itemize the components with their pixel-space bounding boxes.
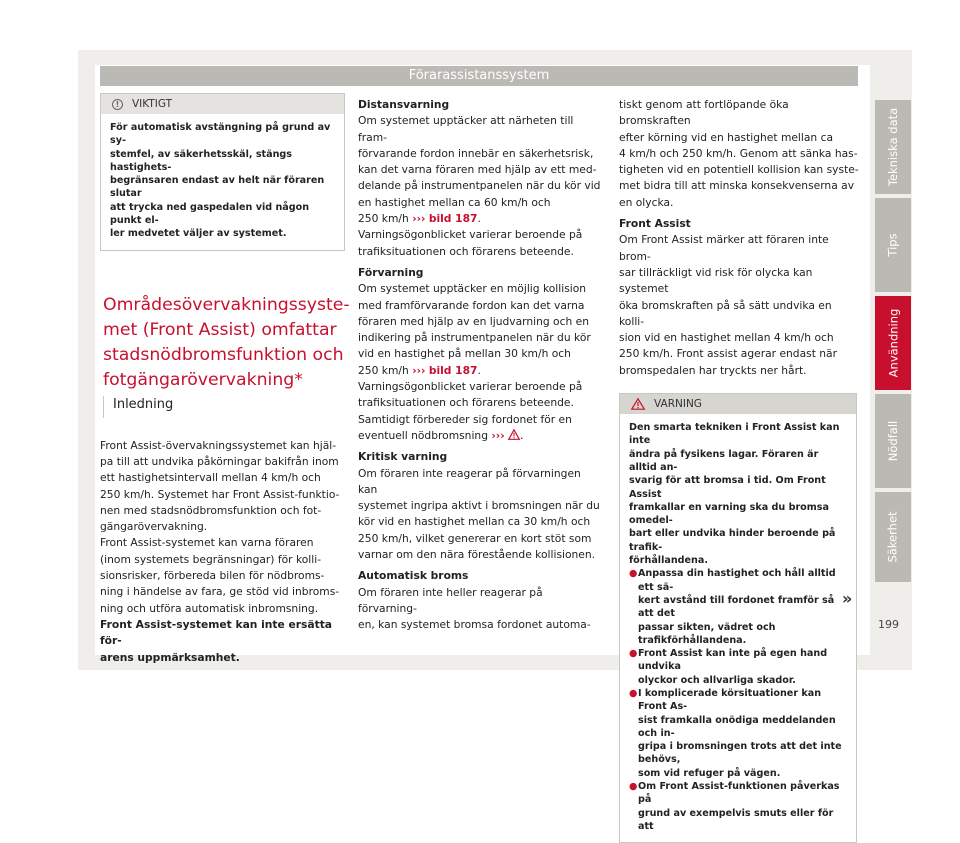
text-line: tigheten vid en potentiell kollision kan syste-	[619, 163, 859, 177]
text-line: en, kan systemet bromsa fordonet automa-	[358, 618, 591, 632]
subheading: Front Assist	[619, 217, 691, 231]
text-line: ning i händelse av fara, ge stöd vid inbroms-	[100, 585, 340, 599]
text-line: Om systemet upptäcker att närheten till fram-	[358, 114, 574, 144]
tab-label: Nödfall	[886, 420, 900, 462]
text-line: pa till att undvika påkörningar bakifrån inom	[100, 454, 339, 468]
text-line: (inom systemets begränsningar) för kolli-	[100, 552, 322, 566]
text-line: 4 km/h och 250 km/h. Genom att sänka has-	[619, 146, 858, 160]
text-line: förvarande fordon innebär en säkerhetsrisk,	[358, 146, 594, 160]
tab-anvandning[interactable]	[875, 296, 911, 390]
text-line: kan det varna föraren med hjälp av ett med-	[358, 163, 597, 177]
bullet-icon: ●	[629, 648, 638, 660]
notice-line: att trycka ned gaspedalen vid någon punkt el-	[110, 201, 310, 227]
text-line: kert avstånd till fordonet framför så att det	[638, 594, 835, 620]
text-span: 250 km/h	[358, 212, 409, 226]
paragraph	[100, 535, 345, 616]
section-title-line: Områdesövervakningssyste-	[103, 294, 350, 315]
text-line: 250 km/h. Front assist agerar endast när	[619, 347, 838, 361]
text-line: efter körning vid en hastighet mellan ca	[619, 130, 834, 144]
text-line: passar sikten, vädret och trafikförhållandena.	[638, 621, 776, 646]
text-line: grund av exempelvis smuts eller för att	[638, 807, 834, 832]
continue-arrow-icon: »	[842, 589, 853, 608]
text-line: Front Assist-systemet kan varna föraren	[100, 536, 314, 550]
tab-tekniska-data[interactable]	[875, 100, 911, 194]
text-line: kör vid en hastighet mellan ca 30 km/h och	[358, 515, 591, 529]
text-line: en olycka.	[619, 195, 674, 209]
reference-arrow: ›››	[491, 428, 505, 442]
section-subtitle: Inledning	[103, 396, 345, 418]
text-line: sionsrisker, förbereda bilen för nödbroms-	[100, 569, 325, 583]
column-right	[619, 97, 859, 843]
tab-label: Säkerhet	[886, 511, 901, 563]
page-number: 199	[878, 618, 899, 631]
notice-body	[101, 114, 344, 250]
tab-label: Tekniska data	[886, 107, 900, 187]
notice-header	[101, 94, 344, 114]
text-line: bart eller undvika hinder beroende på trafik-	[629, 528, 836, 553]
text-line: svarig för att bromsa i tid. Om Front Assist	[629, 475, 826, 500]
text-line: bromspedalen har tryckts ner hårt.	[619, 363, 807, 377]
text-line: 250 km/h. Systemet har Front Assist-funktio-	[100, 487, 340, 501]
text-line: eventuell nödbromsning ››› .	[358, 428, 524, 442]
paragraph-bold	[100, 617, 345, 666]
warning-label: VARNING	[654, 398, 702, 411]
notice-line: stemfel, av säkerhetsskäl, stängs hastighets-	[110, 148, 293, 173]
text-line: ning och utföra automatisk inbromsning.	[100, 601, 319, 615]
text-line: Om systemet upptäcker en möjlig kollision	[358, 282, 587, 296]
text-line: Varningsögonblicket varierar beroende på	[358, 228, 583, 242]
text-line: olyckor och allvarliga skador.	[638, 674, 796, 686]
subheading: Kritisk varning	[358, 450, 448, 464]
warning-header	[620, 394, 856, 414]
text-line: nen med stadsnödbromsfunktion och fot-	[100, 503, 322, 517]
column-middle	[358, 97, 603, 634]
text-line: I komplicerade körsituationer kan Front As-	[638, 687, 822, 713]
text-line: förhållandena.	[629, 555, 709, 567]
column-left	[100, 93, 350, 666]
section-title-line: fotgängarövervakning*	[103, 369, 303, 390]
reference-arrow: ›››	[412, 363, 426, 377]
subheading: Automatisk broms	[358, 569, 469, 583]
tab-sakerhet[interactable]	[875, 492, 911, 582]
paragraph	[100, 438, 345, 536]
text-line: Den smarta tekniken i Front Assist kan inte	[629, 422, 840, 447]
text-line: Om Front Assist märker att föraren inte brom-	[619, 233, 829, 263]
text-line: systemet ingripa aktivt i bromsningen när du	[358, 499, 600, 513]
text-span: 250 km/h	[358, 363, 409, 377]
text-line: sion vid en hastighet mellan 4 km/h och	[619, 331, 834, 345]
text-line: Om föraren inte reagerar på förvarningen kan	[358, 466, 581, 496]
text-line: varnar om den nära förestående kollisionen.	[358, 548, 596, 562]
text-line: som vid refuger på vägen.	[638, 767, 781, 779]
tab-label: Tips	[885, 233, 900, 257]
text-line: sist framkalla onödiga meddelanden och in-	[638, 714, 836, 739]
text-span: eventuell nödbromsning	[358, 428, 488, 442]
list-item	[629, 647, 847, 687]
text-line: indikering på instrumentpanelen när du kör	[358, 331, 591, 345]
figure-reference-link[interactable]: bild 187	[428, 363, 478, 377]
warning-triangle-icon	[631, 398, 645, 410]
text-line: gripa i bromsningen trots att det inte behövs,	[638, 741, 842, 766]
text-line: Samtidigt förbereder sig fordonet för en	[358, 412, 572, 426]
notice-line: ler medvetet väljer av systemet.	[110, 228, 287, 240]
text-line: gängarövervakning.	[100, 520, 208, 534]
text-line: Front Assist-övervakningssystemet kan hjäl-	[100, 438, 337, 452]
section-title-line: met (Front Assist) omfattar	[103, 319, 337, 340]
list-item	[629, 780, 847, 833]
subheading: Förvarning	[358, 265, 424, 279]
tab-nodfall[interactable]	[875, 394, 911, 488]
text-line: 250 km/h, vilket genererar en kort stöt som	[358, 531, 592, 545]
bullet-icon: ●	[629, 687, 638, 699]
text-line: arens uppmärksamhet.	[100, 650, 240, 664]
text-line: föraren med hjälp av en ljudvarning och en	[358, 314, 589, 328]
bullet-icon: ●	[629, 781, 638, 793]
section-title-line: stadsnödbromsfunktion och	[103, 344, 344, 365]
page-header: Förarassistanssystem	[100, 66, 858, 86]
notice-label: VIKTIGT	[132, 98, 173, 110]
text-line: tiskt genom att fortlöpande öka bromskraften	[619, 98, 789, 128]
bullet-icon: ●	[629, 568, 638, 580]
figure-reference-link[interactable]: bild 187	[428, 212, 478, 226]
section-title	[100, 293, 350, 393]
text-line: trafiksituationen och förarens beteende.	[358, 396, 574, 410]
warning-triangle-icon[interactable]	[508, 429, 520, 440]
text-line: met bidra till att minska konsekvenserna av	[619, 179, 855, 193]
tab-tips[interactable]	[875, 198, 911, 292]
text-line: Om Front Assist-funktionen påverkas på	[638, 781, 840, 806]
text-line: en hastighet mellan ca 60 km/h och	[358, 195, 551, 209]
text-line: Anpassa din hastighet och håll alltid ett sä-	[638, 568, 836, 593]
notice-box	[100, 93, 345, 251]
text-line: Varningsögonblicket varierar beroende på	[358, 380, 583, 394]
text-line: ändra på fysikens lagar. Föraren är alltid an-	[629, 448, 819, 473]
reference-arrow: ›››	[412, 212, 426, 226]
text-line: 250 km/h ››› bild 187.	[358, 363, 481, 377]
notice-line: För automatisk avstängning på grund av sy-	[110, 122, 331, 147]
info-icon: !	[112, 99, 123, 110]
text-line: Om föraren inte heller reagerar på förvarning-	[358, 585, 543, 615]
text-line: Front Assist kan inte på egen hand undvika	[638, 648, 828, 673]
tab-label: Användning	[886, 308, 901, 378]
warning-box	[619, 393, 857, 843]
list-item	[629, 687, 847, 780]
text-line: med framförvarande fordon kan det varna	[358, 298, 585, 312]
text-line: framkallar en varning ska du bromsa omedel-	[629, 501, 829, 527]
warning-body	[620, 414, 856, 842]
text-line: trafiksituationen och förarens beteende.	[358, 244, 574, 258]
text-line: 250 km/h ››› bild 187.	[358, 212, 481, 226]
subheading: Distansvarning	[358, 98, 450, 111]
text-line: ett hastighetsintervall mellan 4 km/h och	[100, 471, 321, 485]
text-line: delande på instrumentpanelen när du kör vid	[358, 179, 601, 193]
notice-line: begränsaren endast av helt när föraren slutar	[110, 175, 325, 200]
text-line: sar tillräckligt vid risk för olycka kan systemet	[619, 265, 813, 296]
text-line: vid en hastighet på mellan 30 km/h och	[358, 347, 571, 361]
list-item	[629, 567, 847, 647]
text-line: öka bromskraften på så sätt undvika en kolli-	[619, 298, 832, 328]
text-line: Front Assist-systemet kan inte ersätta för-	[100, 617, 333, 648]
